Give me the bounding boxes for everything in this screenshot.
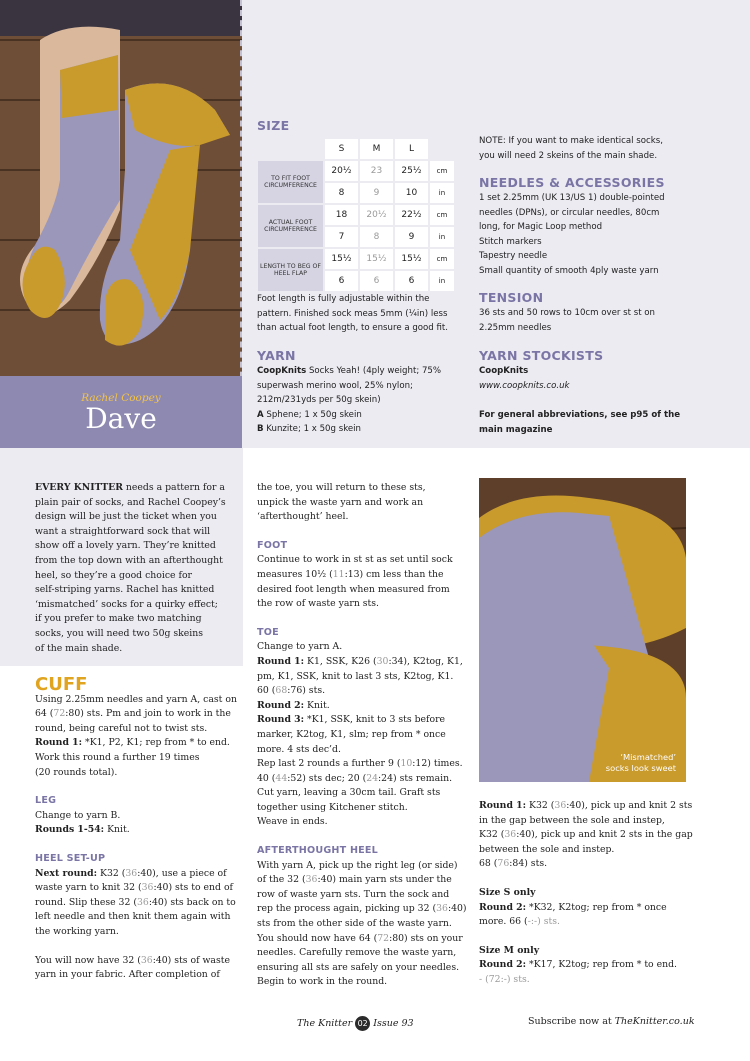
subscribe-text: Subscribe now at [528,1016,615,1027]
text: *K1, SSK, knit to 3 sts before [304,714,446,726]
size-note-line: Foot length is fully adjustable within the [257,294,430,304]
toe-line: Weave in ends. [257,816,328,828]
heel-line: With yarn A, pick up the right leg (or side) [257,859,458,871]
heel-line: the working yarn. [35,925,119,937]
round-label: Round 1: [35,737,83,749]
text: Knit. [104,824,130,836]
size-value: 30 [376,655,389,667]
text: 40 ( [257,772,276,784]
heel-line: sts from the other side of the waste yarn. [257,918,452,930]
yarn-heading: YARN [257,348,296,363]
size-cell: 15½ [395,249,428,269]
size-row [258,205,454,225]
heel-line: yarn in your fabric. After completion of [35,969,220,981]
text: rep the process again, picking up 32 ( [257,903,437,915]
text-line: unpick the waste yarn and work an [257,496,424,508]
unit-cell: in [430,183,454,203]
round-label: Round 2: [257,699,305,711]
magazine-name: The Knitter [297,1018,353,1029]
size-cell: 18 [325,205,358,225]
unit-cell: cm [430,205,454,225]
yarn-a-text: Sphene; 1 x 50g skein [263,409,362,420]
intro-line: plain pair of socks, and Rachel Coopey’s [35,496,226,508]
text: :40), pick up and knit 2 sts [566,800,693,811]
note-line: NOTE: If you want to make identical socks, [479,136,663,146]
size-cell: 20½ [360,205,393,225]
intro-line: ‘mismatched’ socks for a quirky effect; [35,598,218,610]
needles-line: Stitch markers [479,236,542,247]
leg-line: Change to yarn B. [35,809,121,821]
size-row-label: ACTUAL FOOT CIRCUMFERENCE [258,205,323,247]
text: more. 66 ( [479,916,528,928]
intro-line: if you prefer to make two matching [35,613,202,625]
size-value: 36 [436,903,448,915]
text: *K32, K2tog; rep from * once [526,901,667,913]
yarn-a-label: A [257,409,264,420]
text: *K17, K2tog; rep from * to end. [526,959,678,971]
foot-line: Continue to work in st st as set until sock [257,554,453,566]
yarn-brand: CoopKnits [257,366,307,376]
cuff-line: Work this round a further 19 times [35,751,200,763]
column-2 [257,481,472,990]
text: K32 ( [97,867,126,879]
caption-line: ‘Mismatched’ [620,752,676,762]
yarn-line: superwash merino wool, 25% nylon; [257,380,413,391]
pattern-title: Dave [85,402,157,435]
tension-line: 36 sts and 50 rows to 10cm over st st on [479,308,656,318]
needles-line: Small quantity of smooth 4ply waste yarn [479,265,659,276]
size-row-label: TO FIT FOOT CIRCUMFERENCE [258,161,323,203]
text: Rep last 2 rounds a further 9 ( [257,758,401,770]
size-value: 44 [275,772,288,784]
size-cell: 8 [325,183,358,203]
yarn-line: Socks Yeah! (4ply weight; 75% [306,366,442,376]
heel-line: needles. Carefully remove the waste yarn, [257,947,457,959]
size-cell: 6 [325,271,358,291]
intro-line: of the main shade. [35,642,123,654]
intro-line: heel, so they’re a good choice for [35,569,192,581]
size-value: 36 [136,896,149,908]
stockist-name: CoopKnits [479,366,529,376]
size-cell: 15½ [360,249,393,269]
unit-cell: in [430,271,454,291]
size-col-m: M [360,139,393,159]
text: K32 ( [479,829,505,841]
tension-text [479,306,739,335]
size-cell: 6 [360,271,393,291]
text: *K1, P2, K1; rep from * to end. [82,737,230,749]
afterthought-heel-heading: AFTERTHOUGHT HEEL [257,845,378,857]
toe-line: together using Kitchener stitch. [257,801,408,813]
size-value: 68 [275,685,288,697]
cuff-line: Using 2.25mm needles and yarn A, cast on [35,693,237,705]
size-value: - [527,916,531,928]
footer-issue [297,1016,414,1031]
size-value: 10 [400,758,413,770]
text: :-) sts. [500,973,530,985]
size-cell: 8 [360,227,393,247]
size-value: 76 [497,858,510,870]
heel-setup-heading: HEEL SET-UP [35,852,106,864]
cuff-line: (20 rounds total). [35,766,118,778]
text: :52) sts dec; 20 ( [287,772,367,784]
size-cell: 9 [360,183,393,203]
stockists-text [479,364,739,393]
stockist-link[interactable]: www.coopknits.co.uk [479,380,570,391]
photo-caption [606,752,676,774]
size-cell: 23 [360,161,393,181]
text: :40), pick up and knit 2 sts in the gap [516,829,693,841]
size-col-l: L [395,139,428,159]
needles-line: 1 set 2.25mm (UK 13/US 1) double-pointed [479,193,665,203]
sock-photo [0,0,242,376]
intro-line: want a straightforward sock that will [35,525,211,537]
size-value: 24 [366,772,379,784]
subscribe-link[interactable]: TheKnitter.co.uk [614,1016,695,1027]
size-value: 36 [140,954,153,966]
size-cell: 25½ [395,161,428,181]
needles-heading: NEEDLES & ACCESSORIES [479,175,665,190]
text: :80) sts. Pm and join to work in the [65,708,231,720]
footer-subscribe [528,1016,695,1027]
stockists-heading: YARN STOCKISTS [479,348,604,363]
size-value: 36 [125,867,138,879]
size-row [258,161,454,181]
needles-list [479,191,739,279]
round-label: Round 1: [479,800,527,811]
round-label: Round 3: [257,714,305,726]
text: :40) main yarn sts under the [317,874,452,886]
heel-line: left needle and then knit them again with [35,911,231,923]
text: :76) sts. [287,685,326,697]
intro-line: from the top down with an afterthought [35,554,223,566]
column-3 [479,799,694,988]
intro-line: socks, you will need two 50g skeins [35,627,204,639]
text: :12) times. [412,758,463,770]
size-row-label: LENGTH TO BEG OF HEEL FLAP [258,249,323,291]
text: - ( [479,973,489,985]
text: waste yarn to knit 32 ( [35,882,142,894]
note-line: you will need 2 skeins of the main shade. [479,150,658,161]
toe-line: more. 4 sts dec’d. [257,743,341,755]
text: :40) sts of waste [152,954,230,966]
size-value: 72 [488,973,501,985]
text: :84) sts. [509,858,548,870]
size-cell: 10 [395,183,428,203]
yarn-b-label: B [257,424,264,435]
needles-line: Tapestry needle [479,251,548,262]
round-label: Round 2: [479,901,527,913]
page-number: 02 [355,1016,370,1031]
cuff-line: round, being careful not to twist sts. [35,722,208,734]
size-note-line: pattern. Finished sock meas 5mm (¼in) less [257,308,448,319]
text: K1, SSK, K26 ( [304,655,377,667]
text: of the 32 ( [257,874,306,886]
size-note-line: than actual foot length, to ensure a good fit. [257,323,449,334]
yarn-line: 212m/231yds per 50g skein) [257,395,381,406]
intro-line: show off a lovely yarn. They’re knitted [35,540,216,552]
text: :40), use a piece of [137,867,227,879]
size-cell: 7 [325,227,358,247]
foot-heading: FOOT [257,539,288,551]
text: :40) sts to end of [153,882,233,894]
heel-line: between the sole and instep. [479,843,615,855]
text: :40) sts back on to [148,896,236,908]
text: You should now have 64 ( [257,932,378,944]
text: :40) [447,903,467,915]
size-s-heading: Size S only [479,886,536,898]
size-cell: 20½ [325,161,358,181]
toe-line: Cut yarn, leaving a 30cm tail. Graft sts [257,787,441,799]
size-cell: 6 [395,271,428,291]
size-value: 72 [53,708,66,720]
text: 68 ( [479,858,498,870]
size-cell: 22½ [395,205,428,225]
round-label: Rounds 1-54: [35,824,105,836]
tension-heading: TENSION [479,290,544,305]
size-value: 36 [554,800,567,811]
heel-line: row of waste yarn sts. Turn the sock and [257,888,450,900]
caption-line: socks look sweet [605,763,676,773]
abbrev-line: main magazine [479,424,553,435]
text: round. Slip these 32 ( [35,896,137,908]
text: :34), K2tog, K1, [388,655,463,667]
round-label: Round 1: [257,655,305,667]
intro-line: self-striping yarns. Rachel has knitted [35,584,215,596]
size-value: 36 [305,874,318,886]
size-row [258,249,454,269]
size-value: 72 [377,932,390,944]
text: :13) cm less than the [344,568,444,580]
foot-line: the row of waste yarn sts. [257,598,380,610]
designer-name: Rachel Coopey [81,392,161,404]
round-label: Round 2: [479,959,527,971]
tension-line: 2.25mm needles [479,322,552,333]
size-value: 11 [332,568,345,580]
abbrev-line: For general abbreviations, see p95 of the [479,410,681,420]
note-text [479,134,739,163]
abbrev-note [479,408,739,437]
size-m-heading: Size M only [479,944,540,956]
heel-line: ensuring all sts are safely on your needles. [257,961,460,973]
text: Knit. [304,699,330,711]
size-note [257,292,472,336]
size-header-row [258,139,454,159]
unit-cell: cm [430,249,454,269]
text: K32 ( [526,800,555,811]
yarn-details [257,364,472,437]
size-value: 36 [504,829,517,841]
issue-number: Issue 93 [373,1018,414,1029]
leg-heading: LEG [35,795,57,807]
intro-text [35,481,240,656]
toe-line: marker, K2tog, K1, slm; rep from * once [257,728,446,740]
text: 60 ( [257,685,276,697]
size-heading: SIZE [257,118,290,133]
text: :80) sts on your [389,932,463,944]
unit-cell: in [430,227,454,247]
size-table [256,137,456,293]
needles-line: needles (DPNs), or circular needles, 80cm [479,207,660,218]
toe-heading: TOE [257,626,279,638]
text: :24) sts remain. [378,772,453,784]
needles-line: long, for Magic Loop method [479,222,603,233]
heel-line: Begin to work in the round. [257,976,388,988]
intro-line: design will be just the ticket when you [35,511,217,523]
text-line: the toe, you will return to these sts, [257,482,426,493]
heel-line: in the gap between the sole and instep, [479,814,665,826]
yarn-b-text: Kunzite; 1 x 50g skein [263,424,361,435]
size-cell: 9 [395,227,428,247]
size-value: 36 [141,882,154,894]
text-line: ‘afterthought’ heel. [257,511,349,523]
cuff-heading: CUFF [35,674,88,695]
unit-cell: cm [430,161,454,181]
text: measures 10½ ( [257,568,333,580]
text: 64 ( [35,708,54,720]
foot-line: desired foot length when measured from [257,583,450,595]
mismatched-socks-photo [479,478,686,782]
round-label: Next round: [35,867,98,879]
size-cell: 15½ [325,249,358,269]
toe-line: Change to yarn A. [257,641,343,653]
column-1 [35,674,240,983]
text: You will now have 32 ( [35,954,141,966]
intro-lead: EVERY KNITTER [35,482,123,493]
toe-line: pm, K1, SSK, knit to last 3 sts, K2tog, K1. [257,670,454,682]
size-col-s: S [325,139,358,159]
text: :-) sts. [530,916,560,928]
intro-line: needs a pattern for a [122,482,225,493]
